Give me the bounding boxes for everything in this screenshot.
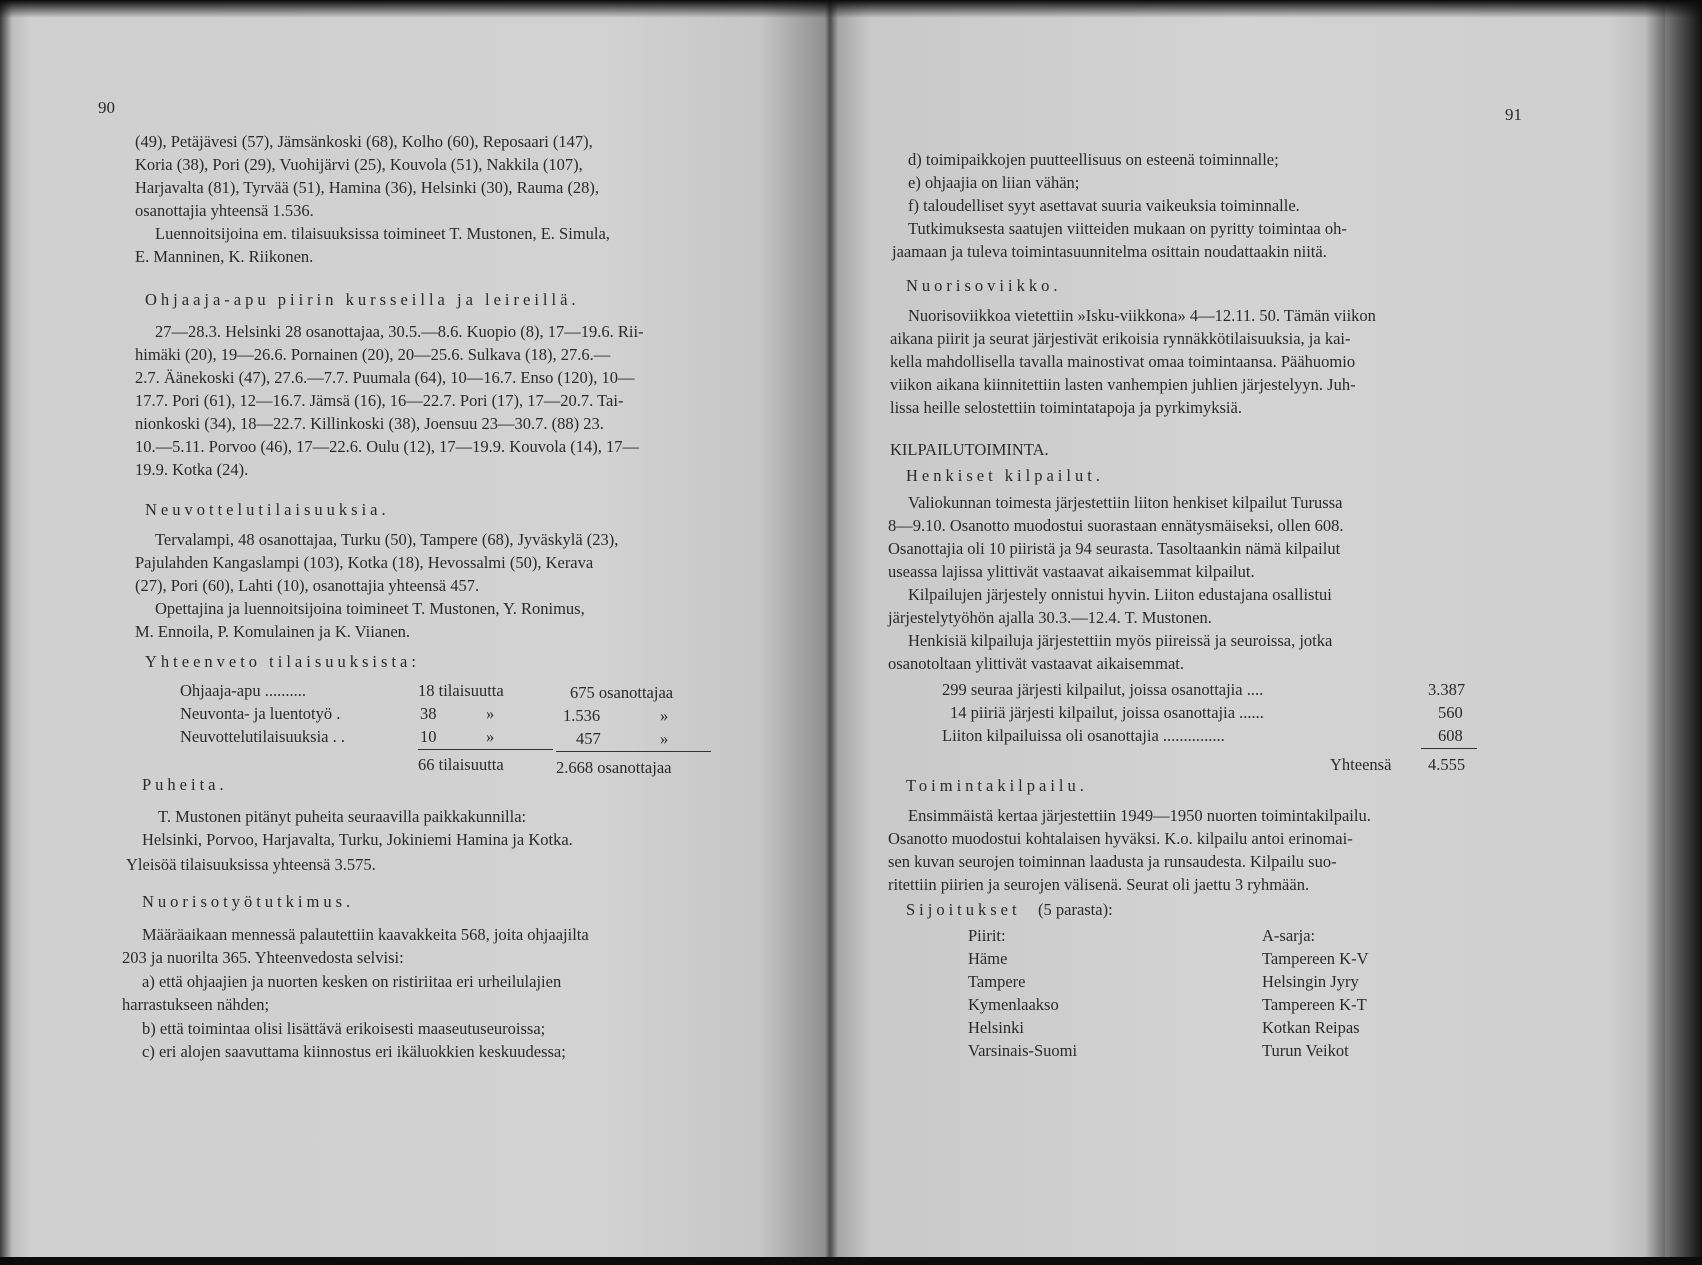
text-line: M. Ennoila, P. Komulainen ja K. Viianen.: [135, 622, 411, 641]
text-line: Koria (38), Pori (29), Vuohijärvi (25), Kouvola (51), Nakkila (107),: [135, 155, 583, 174]
standings-header: Piirit:: [968, 926, 1006, 945]
stats-value: 560: [1438, 703, 1463, 722]
scan-shadow-bottom: [0, 1257, 1702, 1265]
section-heading: Nuorisotyötutkimus.: [142, 892, 355, 911]
text-line: 17.7. Pori (61), 12—16.7. Jämsä (16), 16—22.7. Pori (17), 17—20.7. Tai-: [135, 391, 624, 410]
summary-count: 10: [420, 727, 437, 746]
section-heading: Sijoitukset: [906, 900, 1021, 919]
text-line: harrastukseen nähden;: [122, 995, 270, 1014]
stats-value: 3.387: [1428, 680, 1466, 699]
text-line: Tervalampi, 48 osanottajaa, Turku (50), Tampere (68), Jyväskylä (23),: [155, 530, 619, 549]
text-line: ritettiin piirien ja seurojen välisenä. Seurat oli jaettu 3 ryhmään.: [888, 875, 1310, 894]
summary-total-participants: 2.668 osanottajaa: [556, 758, 672, 777]
standings-item: Häme: [968, 949, 1008, 968]
section-heading: Toimintakilpailu.: [906, 776, 1088, 795]
text-line: osanottajia yhteensä 1.536.: [135, 201, 314, 220]
standings-item: Tampere: [968, 972, 1026, 991]
text-line: viikon aikana kiinnitettiin lasten vanhempien juhlien järjestelyyn. Juh-: [890, 375, 1356, 394]
sum-rule: [418, 749, 553, 750]
stats-label: 299 seuraa järjesti kilpailut, joissa osanottajia ....: [942, 680, 1264, 699]
stats-total-label: Yhteensä: [1330, 755, 1392, 774]
text-line: Henkisiä kilpailuja järjestettiin myös piireissä ja seuroissa, jotka: [908, 631, 1333, 650]
text-line: nionkoski (34), 18—22.7. Killinkoski (38), Joensuu 23—30.7. (88) 23.: [135, 414, 604, 433]
stats-total-value: 4.555: [1428, 755, 1466, 774]
summary-total-count: 66 tilaisuutta: [418, 755, 504, 774]
text-line: E. Manninen, K. Riikonen.: [135, 247, 314, 266]
text-line: d) toimipaikkojen puutteellisuus on esteenä toiminnalle;: [908, 150, 1279, 169]
stats-label: Liiton kilpailuissa oli osanottajia ...............: [942, 726, 1225, 745]
ditto-mark: »: [660, 729, 669, 748]
text-line: Tutkimuksesta saatujen viitteiden mukaan on pyritty toimintaa oh-: [908, 219, 1347, 238]
text-line: Nuorisoviikkoa vietettiin »Isku-viikkona» 4—12.11. 50. Tämän viikon: [908, 306, 1376, 325]
page-number: 91: [1505, 105, 1522, 124]
summary-label: Neuvottelutilaisuuksia . .: [180, 727, 345, 746]
text-line: Ensimmäistä kertaa järjestettiin 1949—1950 nuorten toimintakilpailu.: [908, 806, 1371, 825]
sum-rule: [1421, 748, 1477, 749]
text-line: c) eri alojen saavuttama kiinnostus eri ikäluokkien keskuudessa;: [142, 1042, 566, 1061]
text-line: Osanotto muodostui kohtalaisen hyväksi. K.o. kilpailu antoi erinomai-: [888, 829, 1353, 848]
text-line: Harjavalta (81), Tyrvää (51), Hamina (36), Helsinki (30), Rauma (28),: [135, 178, 600, 197]
text-line: lissa heille selostettiin toimintatapoja ja pyrkimyksiä.: [890, 398, 1242, 417]
standings-header: A-sarja:: [1262, 926, 1316, 945]
ditto-mark: »: [660, 706, 669, 725]
section-heading: Ohjaaja-apu piirin kursseilla ja leireillä.: [145, 290, 580, 309]
text-line: (27), Pori (60), Lahti (10), osanottajia yhteensä 457.: [135, 576, 480, 595]
summary-count: 38: [420, 704, 437, 723]
text-line: (49), Petäjävesi (57), Jämsänkoski (68), Kolho (60), Reposaari (147),: [135, 132, 593, 151]
summary-label: Neuvonta- ja luentotyö .: [180, 704, 341, 723]
text-line: osanotoltaan ylittivät vastaavat aikaisemmat.: [888, 654, 1184, 673]
text-line: useassa lajissa ylittivät vastaavat aikaisemmat kilpailut.: [888, 562, 1255, 581]
text-line: T. Mustonen pitänyt puheita seuraavilla paikkakunnilla:: [158, 807, 527, 826]
text-line: 19.9. Kotka (24).: [135, 460, 249, 479]
summary-participants: 1.536: [563, 706, 601, 725]
standings-item: Kymenlaakso: [968, 995, 1059, 1014]
standings-item: Kotkan Reipas: [1262, 1018, 1360, 1037]
text-line: Pajulahden Kangaslampi (103), Kotka (18), Hevossalmi (50), Kerava: [135, 553, 594, 572]
text-line: kella mahdollisella tavalla mainostivat omaa toimintaansa. Päähuomio: [890, 352, 1356, 371]
ditto-mark: »: [486, 704, 495, 723]
text-line: e) ohjaajia on liian vähän;: [908, 173, 1080, 192]
text-line: 10.—5.11. Porvoo (46), 17—22.6. Oulu (12), 17—19.9. Kouvola (14), 17—: [135, 437, 639, 456]
section-heading: Puheita.: [142, 775, 228, 794]
text-line: a) että ohjaajien ja nuorten kesken on ristiriitaa eri urheilulajien: [142, 972, 562, 991]
summary-label: Ohjaaja-apu ..........: [180, 681, 306, 700]
text-line: b) että toimintaa olisi lisättävä erikoisesti maaseutuseuroissa;: [142, 1019, 546, 1038]
standings-item: Tampereen K-T: [1262, 995, 1367, 1014]
left-page: [0, 0, 830, 1265]
text-line: aikana piirit ja seurat järjestivät erikoisia rynnäkkötilaisuuksia, ja kai-: [890, 329, 1351, 348]
text-line: 203 ja nuorilta 365. Yhteenvedosta selvisi:: [122, 948, 404, 967]
text-line: himäki (20), 19—26.6. Pornainen (20), 20—25.6. Sulkava (18), 27.6.—: [135, 345, 611, 364]
standings-item: Helsingin Jyry: [1262, 972, 1359, 991]
text-line: sen kuvan seurojen toiminnan laadusta ja runsaudesta. Kilpailu suo-: [888, 852, 1337, 871]
text-line: 27—28.3. Helsinki 28 osanottajaa, 30.5.—8.6. Kuopio (8), 17—19.6. Rii-: [155, 322, 644, 341]
text-line: Luennoitsijoina em. tilaisuuksissa toimineet T. Mustonen, E. Simula,: [155, 224, 610, 243]
text-line: Helsinki, Porvoo, Harjavalta, Turku, Jokiniemi Hamina ja Kotka.: [142, 830, 573, 849]
text-line: Osanottajia oli 10 piiristä ja 94 seurasta. Tasoltaankin nämä kilpailut: [888, 539, 1341, 558]
section-heading: Yhteenveto tilaisuuksista:: [145, 652, 420, 671]
stats-label: 14 piiriä järjesti kilpailut, joissa osanottajia ......: [950, 703, 1264, 722]
text-line: Määräaikaan mennessä palautettiin kaavakkeita 568, joita ohjaajilta: [142, 925, 589, 944]
scan-shadow-top: [0, 0, 1702, 18]
text-line: Opettajina ja luennoitsijoina toimineet T. Mustonen, Y. Ronimus,: [155, 599, 585, 618]
sum-rule: [556, 751, 711, 752]
book-edge: [1665, 0, 1702, 1265]
section-heading: Henkiset kilpailut.: [906, 466, 1104, 485]
stats-value: 608: [1438, 726, 1463, 745]
text-line: Yleisöä tilaisuuksissa yhteensä 3.575.: [126, 855, 376, 874]
text-line: järjestelytyöhön ajalla 30.3.—12.4. T. Mustonen.: [888, 608, 1212, 627]
page-number: 90: [98, 98, 115, 117]
summary-participants: 457: [576, 729, 601, 748]
standings-item: Tampereen K-V: [1262, 949, 1369, 968]
section-heading-note: (5 parasta):: [1038, 900, 1113, 919]
chapter-heading: KILPAILUTOIMINTA.: [890, 440, 1049, 459]
standings-item: Helsinki: [968, 1018, 1024, 1037]
standings-item: Turun Veikot: [1262, 1041, 1349, 1060]
standings-item: Varsinais-Suomi: [968, 1041, 1078, 1060]
text-line: Valiokunnan toimesta järjestettiin liiton henkiset kilpailut Turussa: [908, 493, 1343, 512]
summary-participants: 675 osanottajaa: [570, 683, 674, 702]
ditto-mark: »: [486, 727, 495, 746]
text-line: 2.7. Äänekoski (47), 27.6.—7.7. Puumala (64), 10—16.7. Enso (120), 10—: [135, 368, 635, 387]
text-line: 8—9.10. Osanotto muodostui suorastaan ennätysmäiseksi, ollen 608.: [888, 516, 1344, 535]
text-line: f) taloudelliset syyt asettavat suuria vaikeuksia toiminnalle.: [908, 196, 1300, 215]
right-page: [830, 0, 1665, 1265]
text-line: Kilpailujen järjestely onnistui hyvin. Liiton edustajana osallistui: [908, 585, 1332, 604]
text-line: jaamaan ja tuleva toimintasuunnitelma osittain noudattaakin niitä.: [892, 242, 1327, 261]
section-heading: Nuorisoviikko.: [906, 276, 1062, 295]
summary-count: 18 tilaisuutta: [418, 681, 504, 700]
section-heading: Neuvottelutilaisuuksia.: [145, 500, 390, 519]
